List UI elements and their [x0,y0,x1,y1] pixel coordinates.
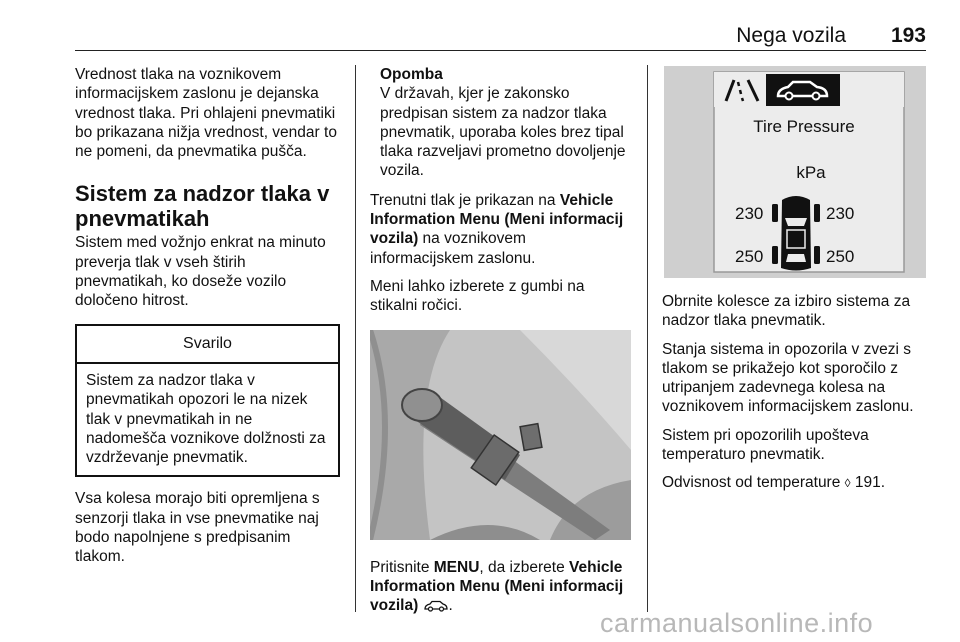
pressure-front-right: 230 [826,204,855,223]
menu-select-paragraph: Meni lahko izberete z gumbi na stikalni ročici. [370,277,585,315]
warning-title: Svarilo [77,326,338,364]
pressure-rear-left: 250 [735,247,764,266]
intro-paragraph: Vrednost tlaka na voznikovem informacijskem zaslonu je dejanska vrednost tlaka. Pri ohlajeni pnevmatiki bo prikazana nižja vrednost, vendar to ne pomeni, da pnevmatika pušča. [75,66,337,161]
status-paragraph: Stanja sistema in opozorila v zvezi s tlakom se prikažejo kot sporočilo z utripanjem zadevnega kolesa na voznikovem informacijskem zaslonu. [662,340,914,416]
vehicle-menu-name: Vehicle Information Menu (Meni informacij vozila) [370,558,624,615]
lever-photo [370,330,631,540]
note-text: V državah, kjer je zakonsko predpisan sistem za nadzor tlaka pnevmatik, uporaba koles brez tipal tlaka razveljavi prometno dovoljenje vozila. [380,85,626,180]
scroll-wheel-paragraph: Obrnite kolesce za izbiro sistema za nadzor tlaka pnevmatik. [662,293,911,330]
page-number: 193 [890,24,926,47]
column-left [75,65,340,576]
warning-text: Sistem za nadzor tlaka v pnevmatikah opozori le na nizek tlak v pnevmatikah in ne nadomešča voznikove dolžnosti za vzdrževanje pnevmatik. [86,371,326,467]
watermark: carmanualsonline.info [600,608,874,638]
header-rule [75,50,926,51]
reference-arrow-icon: ◊ [844,476,851,491]
system-paragraph: Sistem med vožnjo enkrat na minuto preverja tlak v vseh štirih pnevmatikah, ko doseže vozilo določeno hitrost. [75,234,326,310]
vehicle-menu-car-icon [423,600,449,612]
temperature-paragraph: Sistem pri opozorilih upošteva temperaturo pnevmatik. [662,426,869,464]
section-heading: Sistem za nadzor tlaka v pnevmatikah [75,181,330,232]
column-divider-1 [355,65,356,612]
display-unit: kPa [796,163,826,182]
pressure-front-left: 230 [735,204,764,223]
sensors-paragraph: Vsa kolesa morajo biti opremljena s senzorji tlaka in vse pnevmatike naj bodo napolnjene s predpisanim tlakom. [75,490,320,566]
temperature-reference: Odvisnost od temperature ◊ 191. [662,474,886,492]
warning-box [75,324,340,478]
menu-button-name: MENU [433,558,480,576]
menu-name-bold: Vehicle Information Menu (Meni informacij vozila) [370,191,624,248]
current-pressure-paragraph: Trenutni tlak je prikazan na Vehicle Information Menu (Meni informacij vozila) na voznikovem informacijskem zaslonu. [370,191,624,267]
pressure-rear-right: 250 [826,247,855,266]
display-title: Tire Pressure [753,117,855,136]
column-right [662,292,926,503]
column-divider-2 [647,65,648,612]
note-title: Opomba [380,66,443,83]
tire-pressure-display-illustration [664,66,926,278]
press-menu-paragraph: Pritisnite MENU, da izberete Vehicle Information Menu (Meni informacij vozila) . [370,558,624,615]
column-middle [370,65,633,625]
page-header-title: Nega vozila [736,24,846,47]
